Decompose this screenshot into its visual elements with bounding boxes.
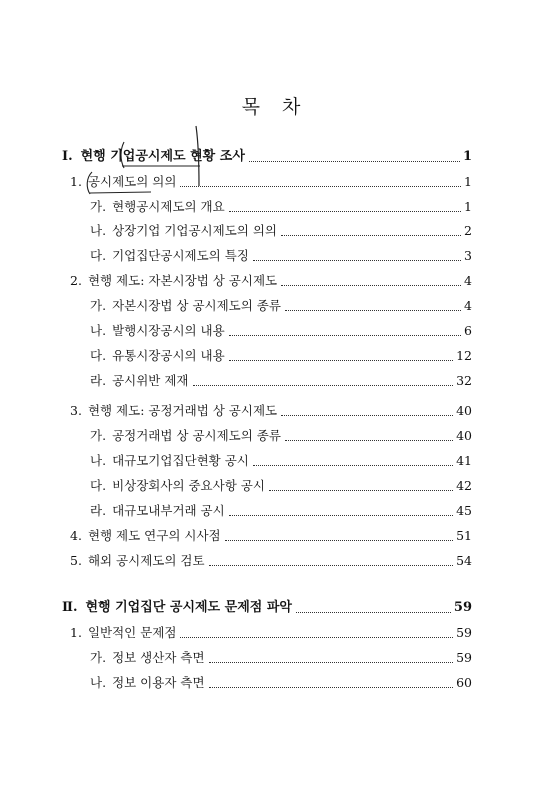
toc-entry-number: Ⅱ. [62, 600, 78, 615]
toc-entry-number: 라. [90, 503, 107, 518]
toc-entry-title: 대규모기업집단현황 공시 [112, 453, 249, 468]
toc-entry-title: 일반적인 문제점 [87, 625, 177, 640]
dot-leader [229, 350, 453, 361]
toc-entry [70, 170, 472, 190]
toc-entry [90, 244, 472, 264]
toc-entry-page: 6 [464, 323, 472, 338]
toc-entry [90, 646, 472, 666]
toc-entry-title: 공정거래법 상 공시제도의 종류 [112, 428, 281, 443]
toc-entry-title: 현행 제도 연구의 시사점 [87, 528, 221, 543]
toc-entry-number: Ⅰ. [62, 149, 73, 164]
toc-entry [90, 219, 472, 239]
toc-entry-number: 2. [70, 273, 82, 288]
toc-entry-page: 60 [456, 675, 472, 690]
toc-entry-number: 4. [70, 528, 82, 543]
dot-leader [285, 430, 453, 441]
dot-leader [209, 652, 454, 663]
toc-entry-title: 공시위반 제재 [112, 373, 189, 388]
toc-entry-page: 51 [456, 528, 472, 543]
toc-entry-page: 59 [456, 625, 472, 640]
dot-leader [193, 375, 454, 386]
toc-entry [90, 474, 472, 494]
toc-entry-number: 가. [90, 650, 107, 665]
dot-leader [180, 627, 453, 638]
toc-entry-page: 3 [464, 248, 472, 263]
dot-leader [281, 225, 461, 236]
dot-leader [253, 455, 453, 466]
toc-entry-page: 40 [456, 403, 472, 418]
dot-leader [281, 275, 461, 286]
toc-entry-title: 현행 제도: 공정거래법 상 공시제도 [87, 403, 278, 418]
toc-entry-number: 나. [90, 453, 107, 468]
toc-entry-page: 12 [456, 348, 472, 363]
toc-entry-title: 현행공시제도의 개요 [112, 199, 225, 214]
dot-leader [209, 677, 454, 688]
toc-entry-page: 54 [456, 553, 472, 568]
toc-entry [90, 294, 472, 314]
toc-entry-number: 다. [90, 248, 107, 263]
toc-entry [62, 596, 472, 616]
toc-entry-title: 유통시장공시의 내용 [112, 348, 225, 363]
toc-entry [90, 671, 472, 691]
toc-entry-number: 5. [70, 553, 82, 568]
dot-leader [229, 325, 461, 336]
toc-entry-number: 나. [90, 323, 107, 338]
dot-leader [229, 505, 453, 516]
toc-entry-number: 나. [90, 223, 107, 238]
toc-entry-page: 32 [456, 373, 472, 388]
toc-entry-title: 자본시장법 상 공시제도의 종류 [112, 298, 281, 313]
toc-entry [70, 269, 472, 289]
toc-entry-title: 상장기업 기업공시제도의 의의 [112, 223, 277, 238]
toc-entry-title: 비상장회사의 중요사항 공시 [112, 478, 265, 493]
toc-entry-title: 현행 제도: 자본시장법 상 공시제도 [87, 273, 278, 288]
toc-entry-page: 2 [464, 223, 472, 238]
dot-leader [285, 300, 461, 311]
toc-entry [90, 449, 472, 469]
toc-entry-page: 42 [456, 478, 472, 493]
toc-entry-number: 다. [90, 348, 107, 363]
toc-entry-page: 4 [464, 298, 472, 313]
page-title: 목 차 [241, 96, 309, 118]
toc-entry [90, 424, 472, 444]
toc-entry [90, 195, 472, 215]
toc-entry-page: 4 [464, 273, 472, 288]
toc-entry-page: 41 [456, 453, 472, 468]
dot-leader [209, 555, 454, 566]
toc-entry [90, 369, 472, 389]
dot-leader [281, 405, 453, 416]
toc-entry [70, 399, 472, 419]
toc-entry-number: 다. [90, 478, 107, 493]
toc-entry-number: 1. [70, 625, 82, 640]
dot-leader [180, 176, 461, 187]
toc-entry-number: 라. [90, 373, 107, 388]
dot-leader [225, 530, 453, 541]
dot-leader [296, 602, 451, 613]
toc-entry [70, 549, 472, 569]
toc-entry-page: 1 [464, 199, 472, 214]
toc-entry [70, 621, 472, 641]
toc-entry-page: 45 [456, 503, 472, 518]
toc-entry-number: 가. [90, 199, 107, 214]
toc-entry-title: 발행시장공시의 내용 [112, 323, 225, 338]
toc-entry-number: 가. [90, 428, 107, 443]
toc-entry-title: 기업집단공시제도의 특징 [112, 248, 249, 263]
toc-entry-number: 3. [70, 403, 82, 418]
toc-entry [62, 145, 472, 165]
toc-entry-title: 정보 생산자 측면 [112, 650, 205, 665]
toc-entry-page: 59 [453, 600, 472, 615]
dot-leader [249, 151, 460, 162]
dot-leader [253, 250, 461, 261]
toc-entry-title: 해외 공시제도의 검토 [87, 553, 205, 568]
dot-leader [269, 480, 453, 491]
toc-entry-title: 현행 기업집단 공시제도 문제점 파악 [85, 600, 292, 615]
toc-entry [70, 524, 472, 544]
toc-entry-number: 1. [70, 174, 82, 189]
toc-entry-title: 현행 기업공시제도 현황 조사 [80, 149, 245, 164]
toc-entry-page: 40 [456, 428, 472, 443]
toc-entry-page: 1 [464, 174, 472, 189]
toc-entry [90, 499, 472, 519]
toc-entry-number: 나. [90, 675, 107, 690]
toc-entry-number: 가. [90, 298, 107, 313]
toc-entry-title: 공시제도의 의의 [87, 174, 177, 189]
toc-entry-page: 1 [462, 149, 472, 164]
toc-entry [90, 344, 472, 364]
toc-entry-title: 대규모내부거래 공시 [112, 503, 225, 518]
toc-entry-page: 59 [456, 650, 472, 665]
toc-entry [90, 319, 472, 339]
dot-leader [229, 201, 461, 212]
toc-entry-title: 정보 이용자 측면 [112, 675, 205, 690]
